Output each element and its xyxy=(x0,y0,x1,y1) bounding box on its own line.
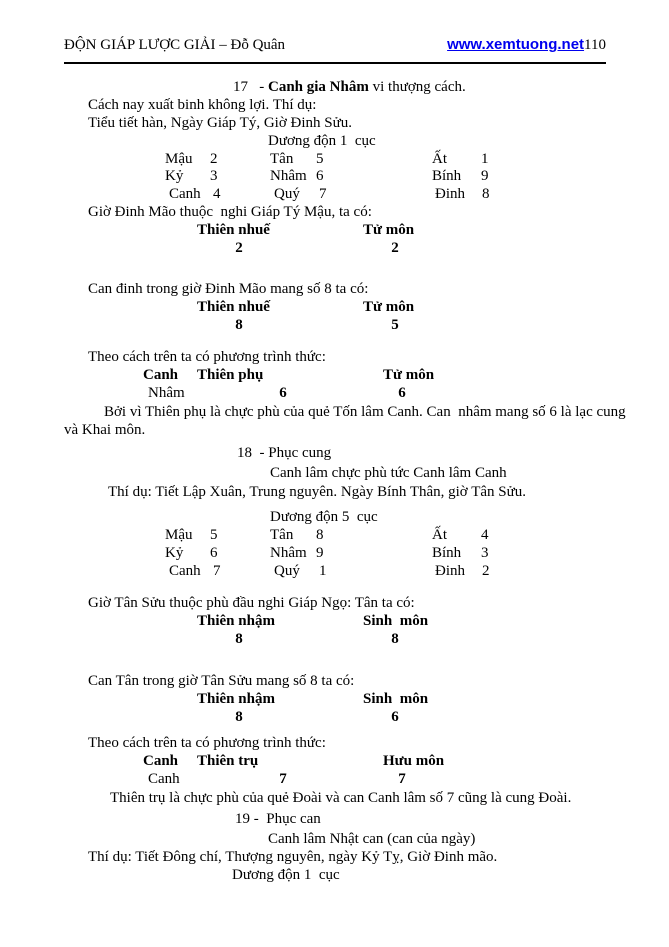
paragraph: Tiểu tiết hàn, Ngày Giáp Tý, Giờ Đinh Sửu. xyxy=(88,115,352,131)
website-link[interactable]: www.xemtuong.net xyxy=(447,36,585,53)
table-row: Mậu 2 Tân 5 Ất 1 xyxy=(165,151,489,167)
section-18-heading: 18 - Phục cung xyxy=(237,445,332,461)
pair-labels: Thiên nhuế Tử môn xyxy=(197,222,415,238)
paragraph: Theo cách trên ta có phương trình thức: xyxy=(88,735,326,751)
paragraph: Thí dụ: Tiết Đông chí, Thượng nguyên, ngày Kỷ Tỵ, Giờ Đinh mão. xyxy=(88,849,498,865)
table-row: Canh 7 Quý 1 Đinh 2 xyxy=(169,563,490,579)
paragraph: Giờ Đinh Mão thuộc nghi Giáp Tý Mậu, ta có: xyxy=(88,204,372,220)
cuc-title: Dương độn 5 cục xyxy=(270,509,378,525)
table-row: Canh 4 Quý 7 Đinh 8 xyxy=(169,186,490,202)
paragraph: Giờ Tân Sửu thuộc phù đầu nghi Giáp Ngọ: Tân ta có: xyxy=(88,595,415,611)
header-divider xyxy=(64,62,606,64)
table-row: Kỷ 6 Nhâm 9 Bính 3 xyxy=(165,545,489,561)
subtitle: Canh lâm chực phù tức Canh lâm Canh xyxy=(270,465,507,481)
paragraph: Thí dụ: Tiết Lập Xuân, Trung nguyên. Ngày Bính Thân, giờ Tân Sửu. xyxy=(108,484,527,500)
paragraph: Can đinh trong giờ Đinh Mão mang số 8 ta có: xyxy=(88,281,369,297)
pair-numbers: 8 5 xyxy=(235,317,399,333)
heading-title: Canh gia Nhâm xyxy=(268,79,369,95)
pair-numbers: 8 8 xyxy=(235,631,399,647)
pair-labels: Thiên nhậm Sinh môn xyxy=(197,691,429,707)
equation-labels: Canh Thiên trụ Hưu môn xyxy=(143,753,445,769)
document-title: ĐỘN GIÁP LƯỢC GIẢI – Đỗ Quân xyxy=(64,37,286,53)
pair-labels: Thiên nhậm Sinh môn xyxy=(197,613,429,629)
paragraph: Theo cách trên ta có phương trình thức: xyxy=(88,349,326,365)
paragraph: Cách nay xuất binh không lợi. Thí dụ: xyxy=(88,97,317,113)
heading-suffix: vi thượng cách. xyxy=(368,79,466,95)
section-19-heading: 19 - Phục can xyxy=(235,811,321,827)
table-row: Mậu 5 Tân 8 Ất 4 xyxy=(165,527,489,543)
equation-labels: Canh Thiên phụ Tử môn xyxy=(143,367,435,383)
paragraph: Bởi vì Thiên phụ là chực phù của quẻ Tốn lâm Canh. Can nhâm mang số 6 là lạc cung xyxy=(104,404,626,420)
equation-values: Nhâm 6 6 xyxy=(148,385,406,401)
pair-numbers: 2 2 xyxy=(235,240,399,256)
equation-values: Canh 7 7 xyxy=(148,771,406,787)
heading-number: 17 - xyxy=(233,79,268,95)
table-row: Kỷ 3 Nhâm 6 Bính 9 xyxy=(165,168,489,184)
pair-numbers: 8 6 xyxy=(235,709,399,725)
cuc-title: Dương độn 1 cục xyxy=(232,867,340,883)
paragraph: và Khai môn. xyxy=(64,422,146,438)
header-right xyxy=(447,36,606,54)
paragraph: Can Tân trong giờ Tân Sửu mang số 8 ta có: xyxy=(88,673,355,689)
section-17-heading xyxy=(0,78,669,96)
page-number: 110 xyxy=(584,37,606,53)
paragraph: Thiên trụ là chực phù của quẻ Đoài và can Canh lâm số 7 cũng là cung Đoài. xyxy=(110,790,572,806)
subtitle: Canh lâm Nhật can (can của ngày) xyxy=(268,831,476,847)
cuc-title: Dương độn 1 cục xyxy=(268,133,376,149)
pair-labels: Thiên nhuế Tử môn xyxy=(197,299,415,315)
